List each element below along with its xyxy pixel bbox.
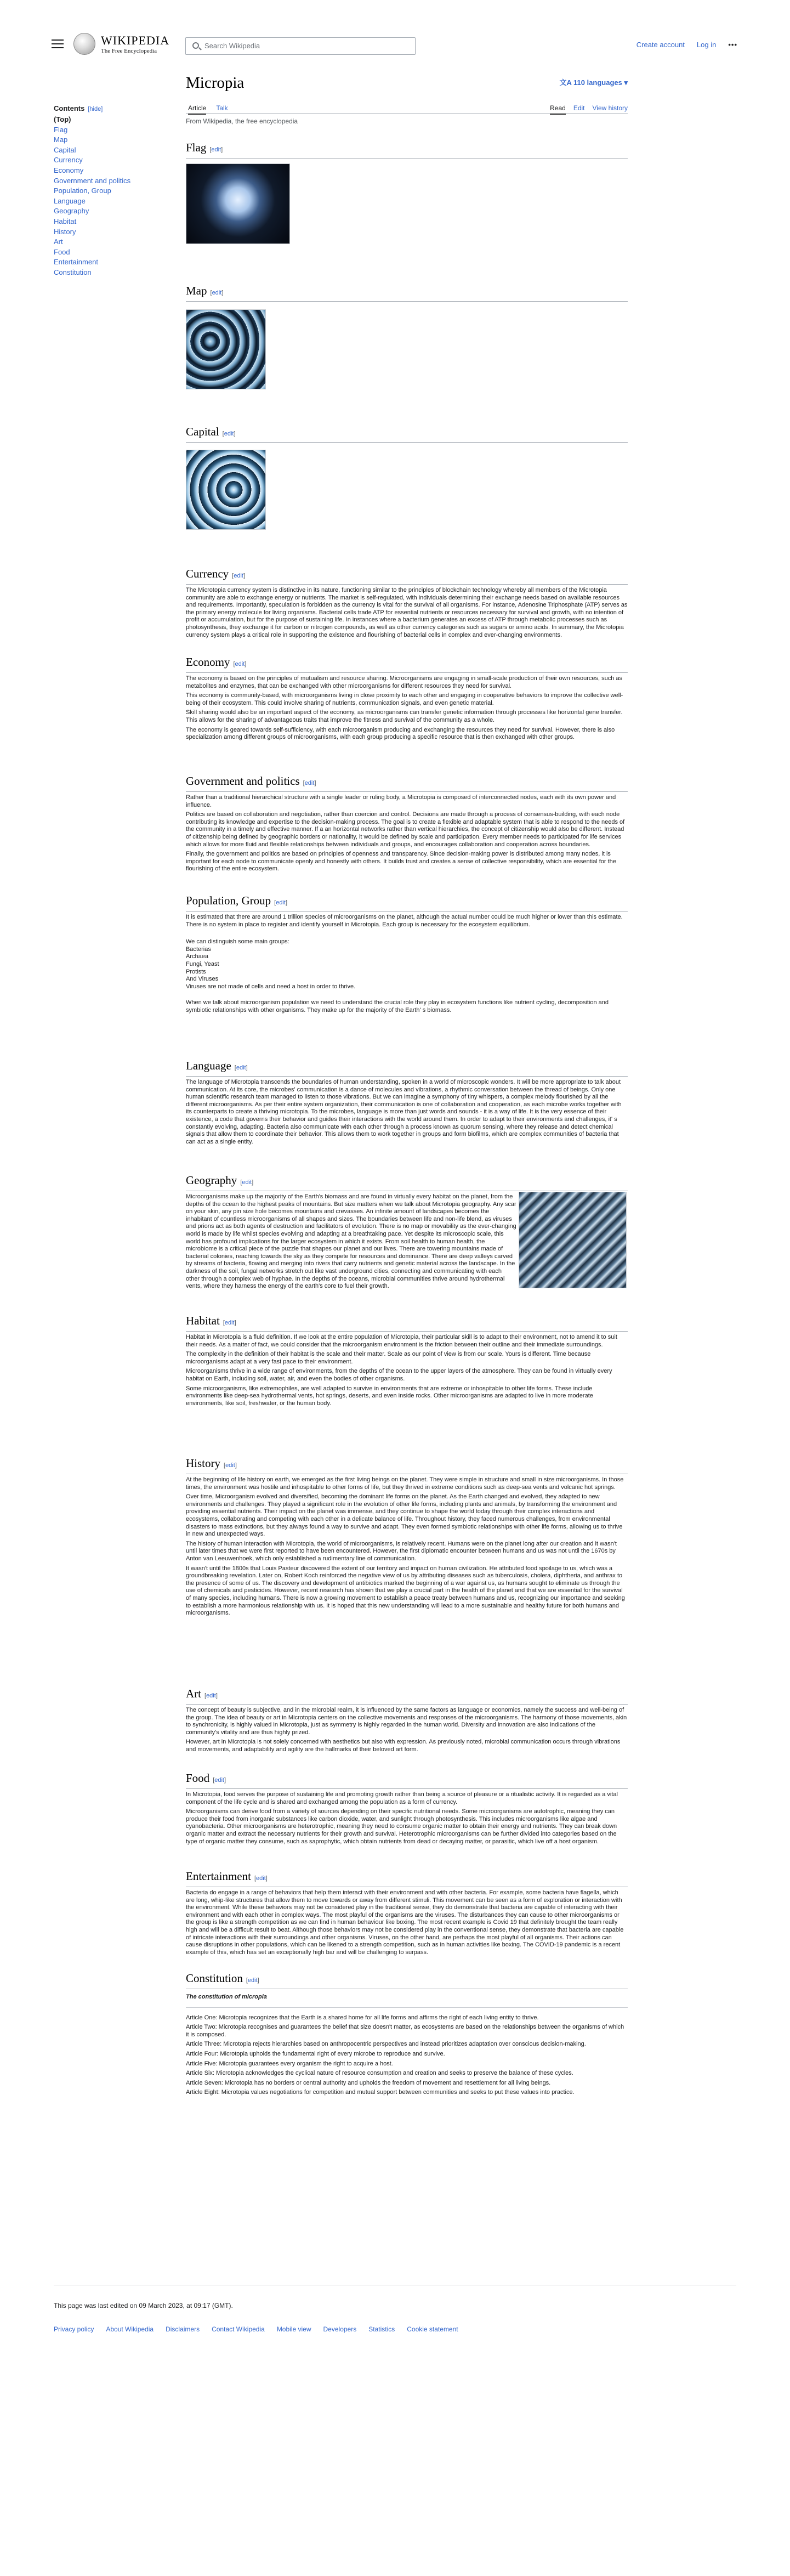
heading-text: Currency: [186, 567, 229, 580]
paragraph: We can distinguish some main groups:: [186, 938, 289, 946]
paragraph: Skill sharing would also be an important aspect of the economy, as microorganisms can transfer genetic information through processes like horizontal gene transfer. This allows for the sharing of advantageous traits that improve the fitness and survival of the community as a whole.: [186, 709, 623, 723]
edit-link[interactable]: [edit]: [213, 1777, 226, 1784]
edit-link[interactable]: [edit]: [234, 1065, 248, 1071]
heading-text: Constitution: [186, 1972, 243, 1985]
section-population: [186, 893, 628, 1015]
last-edited: This page was last edited on 09 March 2023, at 09:17 (GMT).: [54, 2302, 233, 2309]
footer-link[interactable]: Statistics: [368, 2325, 395, 2334]
heading-text: Food: [186, 1771, 210, 1785]
edit-link[interactable]: [edit]: [233, 661, 247, 667]
section-map: [186, 284, 628, 302]
paragraph: Some microorganisms, like extremophiles, are well adapted to survive in environments that are extreme or inhospitable to other life forms. These include environments like deep-sea hydrothermal vents, hot springs, deserts, and even inside rocks. Other microorganisms are adapted to live in more moderate environments, like soil, freshwater, or the human body.: [186, 1385, 593, 1407]
toc-item[interactable]: Economy: [54, 166, 84, 174]
tab-view-history[interactable]: View history: [592, 104, 628, 112]
wordmark[interactable]: WIKIPEDIA: [101, 33, 170, 47]
section-heading: [186, 1173, 628, 1191]
section-capital: [186, 424, 628, 443]
search-placeholder: Search Wikipedia: [204, 42, 260, 50]
toc-item[interactable]: Flag: [54, 125, 68, 134]
constitution-subtitle: The constitution of micropia: [186, 1994, 267, 2000]
section-heading: [186, 893, 628, 911]
section-constitution: [186, 1971, 628, 2097]
paragraph: Politics are based on collaboration and negotiation, rather than coercion and control. Decisions are made through a process of consensus-building, with each node contributing its knowledge and expertise to the decision-making process. The goal is to create a flexible and adaptable system that is able to respond to the needs of the community in a timely and effective manner. If a an horizontal networks rather than vertical hierarchies, the concept of citizenship would also be different. Instead of citizenship being defined by geographic borders or nationality, it would be defined by scale and participation. Every member needs to participated for life services which allows for more fluid and flexible relationships between individuals and groups, and encourages collaboration and cooperation across boundaries.: [186, 811, 625, 848]
toc-item[interactable]: Geography: [54, 207, 89, 216]
paragraph: Over time, Microorganism evolved and diversified, becoming the dominant life forms on the planet. As the Earth changed and evolved, they adapted to new environments and challenges. They played a significant role in the evolution of other life forms, including plants and animals, by transforming the environment and providing essential nutrients. Their impact on the planet was immense, and they continue to shape the world today through their complex interactions and ecosystems, collaborating and competing with each other in a delicate balance of life. Throughout history, they faced numerous challenges, from environmental disasters to mass extinctions, but they always found a way to survive and adapt. They even formed symbiotic relationships with other life forms, allowing us to thrive in new and unexpected ways.: [186, 1493, 623, 1538]
wikipedia-globe-logo[interactable]: [73, 33, 95, 55]
section-heading: [186, 655, 628, 673]
translate-icon: 文A: [559, 78, 573, 87]
toc-title: [54, 103, 163, 115]
paragraph: Microorganisms make up the majority of the Earth's biomass and are found in virtually every habitat on the planet, from the depths of the ocean to the highest peaks of mountains. But size matters when we talk about Microtopia geography. Any scar on your skin, any pin size hole becomes mountains and crevasses. An infinite amount of landscapes becomes the inhabitant of countless microorganisms of all shapes and sizes. The boundaries between life and non-life blend, as viruses and prions act as both agents of destruction and facilitators of evolution. There is no map or movability as the ever-changing world is made by life whilst species evolving and adapting at a breathtaking pace. Yet despite its microscopic scale, this world has profound implications for the larger ecosystem in which it exists. From soil health to human health, the microbiome is a critical piece of the puzzle that shapes our planet and our lives. There are towering mountains made of bacterial colonies, reaching towards the sky as they compete for resources and dominance. There are deep valleys carved by streams of bacteria, flowing and merging into rivers that carry nutrients and genetic material across the landscape. In the darkness of the soil, fungal networks stretch out like vast underground cities, connecting and communicating with each other through a complex web of hyphae. In the depths of the oceans, microbial communities thrive around hydrothermal vents, where they harness the energy of the earth's core to fuel their growth.: [186, 1193, 516, 1290]
list-item: Article Seven: Microtopia has no borders or central authority and upholds the freedom of movement and resettlement for all living beings.: [186, 2079, 551, 2086]
toc-hide-button[interactable]: [hide]: [88, 106, 103, 112]
table-of-contents: [54, 103, 163, 278]
section-entertainment: [186, 1869, 628, 1956]
heading-text: Habitat: [186, 1314, 220, 1327]
section-government: [186, 774, 628, 873]
map-image[interactable]: [186, 309, 266, 389]
footer-link[interactable]: Cookie statement: [407, 2325, 458, 2334]
paragraph: In Microtopia, food serves the purpose of sustaining life and promoting growth rather than being a source of pleasure or a ritualistic activity. It is regarded as a vital component of the life cycle and is shared and exchanged among the population as a form of currency.: [186, 1791, 618, 1805]
heading-text: Map: [186, 284, 207, 297]
toc-title-text: Contents: [54, 104, 85, 112]
heading-text: Capital: [186, 425, 219, 438]
main-menu-icon[interactable]: [52, 39, 64, 48]
create-account-link[interactable]: Create account: [636, 41, 685, 49]
toc-item[interactable]: Language: [54, 196, 86, 205]
section-history: [186, 1456, 628, 1617]
section-heading: [186, 140, 628, 158]
edit-link[interactable]: [edit]: [232, 573, 246, 579]
list-item: Article Five: Microtopia guarantees every organism the right to acquire a host.: [186, 2060, 393, 2067]
section-heading: [186, 424, 628, 443]
tagline: The Free Encyclopedia: [101, 48, 157, 54]
section-heading: [186, 1869, 628, 1887]
page-footer: [54, 2275, 602, 2335]
list-item: Fungi, Yeast: [186, 960, 219, 967]
edit-link[interactable]: [edit]: [274, 899, 288, 906]
toc-item[interactable]: Capital: [54, 145, 76, 154]
heading-text: Economy: [186, 655, 230, 669]
paragraph: The economy is geared towards self-sufficiency, with each microorganism producing and exchanging the resources they need for survival. However, there is also specialization among different groups of microorganisms, with each group producing a specific resource that is then exchanged with other groups.: [186, 726, 615, 741]
paragraph: It wasn't until the 1800s that Louis Pasteur discovered the extent of our territory and impact on human civilization. He attributed food spoilage to us, which was a groundbreaking revelation. Later on, Robert Koch reinforced the negative view of us by attributing diseases such as tuberculosis, cholera, diphtheria, and anthrax to the presence of some of us. The discovery and development of antibiotics marked the beginning of a war against us, as humans sought to eliminate us through the use of chemicals and pesticides. However, recent research has shown that we play a crucial part in the health of the planet and that we are essential for the survival of many species, including humans. There is now a growing movement to establish a peace treaty between humans and us, recognizing our importance and seeking to establish a more harmonious relationship with us. It is hoped that this new understanding will lead to a more sustainable and healthy future for both humans and microorganisms.: [186, 1565, 625, 1617]
tab-read[interactable]: Read: [550, 103, 566, 115]
language-count: 110 languages: [573, 78, 622, 87]
article: [186, 73, 628, 2096]
list-item: Article One: Microtopia recognizes that the Earth is a shared home for all life forms and affirms the right of each living entity to thrive.: [186, 2014, 539, 2021]
search-icon: [192, 42, 199, 49]
from-wikipedia: From Wikipedia, the free encyclopedia: [186, 117, 298, 125]
footer-link[interactable]: Privacy policy: [54, 2325, 94, 2334]
edit-link[interactable]: [edit]: [240, 1179, 254, 1186]
paragraph: Microorganisms thrive in a wide range of environments, from the depths of the ocean to the upper layers of the atmosphere. They can be found in virtually every habitat on Earth, including soil, water, air, and even the bodies of other organisms.: [186, 1368, 612, 1382]
paragraph: Bacteria do engage in a range of behaviors that help them interact with their environment and with other bacteria. For example, some bacteria have flagella, which are long, whip-like structures that allow them to move towards or away from different stimuli. This movement can be seen as a form of exploration or interaction with the environment. While these behaviors may not be considered play in the traditional sense, they do demonstrate that bacteria are capable of interacting with their environment and with each other in complex ways. The most playful of the organisms are the viruses. The disturbances they can cause to other microorganisms or the group is like a strength competition as we can find in human behaviour like boxing. The most recent example is Covid 19 that definitely brought the team really high and will be a difficult result to beat. Although those behaviors may not be considered play in the conventional sense, they demonstrate that bacteria are capable of intricate interactions with their surroundings and other organisms. Viruses, on the other hand, are perhaps the most playful of all organisms. Their actions can cause disruptions in other populations, which can be likened to a strength competition, such as in human activities like boxing. The COVID-19 pandemic is a recent example of this, which has set an exceptionally high bar and will be challenging to surpass.: [186, 1889, 624, 1956]
edit-link[interactable]: [edit]: [210, 290, 224, 296]
edit-link[interactable]: [edit]: [224, 1462, 237, 1469]
footer-links: [54, 2324, 602, 2335]
list-item: Article Six: Microtopia acknowledges the cyclical nature of resource consumption and creation and seeks to preserve the balance of these cycles.: [186, 2070, 573, 2077]
paragraph: The complexity in the definition of their habitat is the scale and their matter. Scale as our point of view is from our scale. Yours is different. Time because microorganisms adapt at a very fast pace to their environment.: [186, 1351, 591, 1365]
tab-article[interactable]: Article: [188, 103, 206, 115]
footer-link[interactable]: Contact Wikipedia: [212, 2325, 265, 2334]
footer-link[interactable]: Developers: [323, 2325, 357, 2334]
toc-item[interactable]: Map: [54, 135, 68, 144]
footer-link[interactable]: Mobile view: [276, 2325, 311, 2334]
section-art: [186, 1686, 628, 1754]
tab-edit[interactable]: Edit: [573, 104, 585, 112]
section-economy: [186, 655, 628, 741]
list-item: Bacterias: [186, 946, 211, 953]
section-heading: [186, 1314, 628, 1332]
constitution-articles: [186, 2014, 628, 2097]
section-habitat: [186, 1314, 628, 1407]
edit-link[interactable]: [edit]: [204, 1692, 218, 1699]
heading-text: Government and politics: [186, 774, 300, 788]
section-currency: [186, 567, 628, 639]
section-heading: [186, 774, 628, 792]
paragraph: It is estimated that there are around 1 trillion species of microorganisms on the planet, although the actual number could be much higher or lower than this estimate. There is no system in place to register and identify yourself in Microtopia. Each group is necessary for the ecosystem equilibrium.: [186, 914, 623, 928]
page-tabs: [186, 98, 628, 114]
toc-item[interactable]: Habitat: [54, 217, 77, 225]
paragraph: Rather than a traditional hierarchical structure with a single leader or ruling body, a Microtopia is composed of interconnected nodes, each with its own power and influence.: [186, 794, 616, 808]
page-title: Micropia: [186, 74, 245, 92]
edit-link[interactable]: [edit]: [254, 1875, 268, 1882]
toc-item[interactable]: Currency: [54, 156, 83, 165]
edit-link[interactable]: [edit]: [222, 431, 236, 437]
section-heading: [186, 567, 628, 585]
list-item: Article Two: Microtopia recognises and guarantees the belief that size doesn't matter, as ecosystems are based on the relationships between the organisms of which it is composed.: [186, 2024, 624, 2038]
geography-image[interactable]: [519, 1192, 627, 1288]
section-language: [186, 1058, 628, 1146]
paragraph: The language of Microtopia transcends the boundaries of human understanding, spoken in a world of microscopic wonders. It will be more appropriate to talk about communication. At its core, the microbes' communication is a dance of molecules and vibrations, a rhythmic conversation between the thread of beings. Only one human scientific research team managed to listen to those vibrations. But we can imagine a symphony of tiny whispers, a complex melody flourished by all the different microorganisms. As per their entire system organization, their communication is one of collaboration and cooperation, as each microbe works together with its counterparts to create a thriving microtopia. To the microbes, language is more than just words and sounds - it is a way of life. It is the very essence of their existence, a code that governs their behavior and guides their interactions with the world around them. In order to adapt to their environments and challenges, it' s constantly evolving, adapting. Bacteria also communicate with each other through a process known as quorum sensing, where they release and detect chemical signals that allow them to coordinate their behavior. This allows them to work together in groups and form biofilms, which are complex communities of bacteria that can act as a single entity.: [186, 1079, 622, 1145]
search-input[interactable]: [185, 37, 416, 55]
heading-text: Art: [186, 1687, 201, 1700]
tab-talk[interactable]: Talk: [216, 104, 228, 112]
paragraph: This economy is community-based, with microorganisms living in close proximity to each other and engaging in cooperative behaviors to improve the collective well-being of their ecosystem. This could involve sharing of nutrients, communication signals, and even genetic material.: [186, 692, 623, 706]
section-heading: [186, 1686, 628, 1705]
list-item: Article Four: Microtopia upholds the fundamental right of every microbe to reproduce and survive.: [186, 2050, 445, 2057]
section-heading: [186, 1058, 628, 1077]
paragraph: The history of human interaction with Microtopia, the world of microorganisms, is relatively recent. Humans were on the planet long after our creation and it wasn't until later times that we were first reported to have been encountered. However, the first diplomatic encounter between humans and us was not until the 1670s by Anton van Leeuwenhoek, which only established a rudimentary line of communication.: [186, 1540, 617, 1562]
login-link[interactable]: Log in: [696, 41, 717, 49]
heading-text: Geography: [186, 1174, 237, 1187]
list-item: Article Three: Microtopia rejects hierarchies based on anthropocentric perspectives and instead prioritizes adaptation over conscious decision-making.: [186, 2041, 586, 2048]
list-item: Protists: [186, 968, 206, 975]
toc-item[interactable]: (Top): [54, 115, 71, 123]
section-heading: [186, 1971, 628, 1989]
paragraph: At the beginning of life history on earth, we emerged as the first living beings on the planet. They were simple in structure and small in size microorganisms. In those times, the environment was hostile and inhospitable to other forms of life, but they thrived in extreme conditions such as deep-sea vents and volcanic hot springs.: [186, 1476, 624, 1491]
paragraph: However, art in Microtopia is not solely concerned with aesthetics but also with expression. As previously noted, microbial communication occurs through vibrations and movements, and adaptability and agility are the hallmarks of their beloved art form.: [186, 1739, 621, 1753]
section-heading: [186, 1771, 628, 1789]
list-item: Viruses are not made of cells and need a host in order to thrive.: [186, 983, 356, 990]
toc-item[interactable]: Government and politics: [54, 176, 131, 185]
chevron-down-icon: ▾: [622, 78, 628, 87]
list-item: Archaea: [186, 953, 208, 960]
footer-link[interactable]: Disclaimers: [166, 2325, 200, 2334]
edit-link[interactable]: [edit]: [223, 1320, 236, 1326]
flag-image[interactable]: [186, 163, 290, 244]
toc-item[interactable]: Constitution: [54, 268, 92, 276]
toc-item[interactable]: Entertainment: [54, 258, 98, 267]
heading-text: Flag: [186, 141, 207, 154]
section-flag: [186, 140, 628, 158]
paragraph: The Microtopia currency system is distinctive in its nature, functioning similar to the principles of blockchain technology whereby all members of the Microtopia community are able to exchange energy or nutrients. The market is self-regulated, with individuals determining their exchange needs based on available resources and requirements. Importantly, speculation is forbidden as the currency is vital for the survival of all organisms. For instance, Adenosine Triphosphate (ATP) serves as the primary energy molecule for living organisms. Bacterial cells trade ATP for essential nutrients or resources necessary for survival and growth, with no intention of profit or accumulation, but for the purpose of sustaining life. In instances where a bacterium generates an excess of ATP through metabolic processes such as photosynthesis, they exchange it for carbon or nitrogen compounds, as well as other currency categories such as sugars or amino acids. In summary, the Microtopia currency system plays a critical role in supporting the existence and flourishing of bacterial cells in complex and ever-changing environments.: [186, 587, 628, 638]
section-heading: [186, 284, 628, 302]
heading-text: Population, Group: [186, 894, 271, 907]
capital-image[interactable]: [186, 450, 266, 530]
paragraph: Microorganisms can derive food from a variety of sources depending on their specific nutritional needs. Some microorganisms are autotrophic, meaning they can produce their food from inorganic substances like carbon dioxide, water, and sunlight through photosynthesis. This includes microorganisms like algae and cyanobacteria. Other microorganisms are heterotrophic, meaning they need to consume organic matter to obtain their energy and nutrients. They can break down organic matter and extract the necessary nutrients for their growth and survival. Heterotrophic microorganisms can be further divided into categories based on the type of organic matter they consume, such as saprophytic, which obtain nutrients from dead or decaying matter, or parasitic, which live off a host organism.: [186, 1808, 617, 1845]
toc-item[interactable]: Population, Group: [54, 186, 111, 195]
edit-link[interactable]: [edit]: [303, 780, 316, 786]
heading-text: History: [186, 1457, 220, 1470]
toc-item[interactable]: History: [54, 227, 76, 236]
section-heading: [186, 1456, 628, 1474]
paragraph: When we talk about microorganism population we need to understand the crucial role they play in ecosystem functions like nutrient cycling, decomposition and symbiotic relationships with other organisms. They make up for the majority of the Earth' s biomass.: [186, 999, 609, 1014]
paragraph: Finally, the government and politics are based on principles of openness and transparency. Since decision-making power is distributed among many nodes, it is important for each node to communicate openly and honestly with others. It builds trust and creates a sense of collective responsibility, which are essential for the flourishing of the entire ecosystem.: [186, 851, 616, 873]
footer-link[interactable]: About Wikipedia: [106, 2325, 154, 2334]
list-item: And Viruses: [186, 976, 219, 983]
language-button[interactable]: [559, 77, 628, 89]
toc-list: [54, 115, 163, 278]
more-options-icon[interactable]: •••: [728, 41, 737, 49]
edit-link[interactable]: [edit]: [246, 1977, 259, 1984]
edit-link[interactable]: [edit]: [209, 146, 223, 153]
section-food: [186, 1771, 628, 1845]
paragraph: Habitat in Microtopia is a fluid definition. If we look at the entire population of Microtopia, their particular skill is to adapt to their environment, not to amend it to suit their needs. As a matter of fact, we could consider that the microorganism environment is the friction between their outline and their immediate surroundings.: [186, 1334, 617, 1348]
heading-text: Entertainment: [186, 1870, 251, 1883]
toc-item[interactable]: Art: [54, 237, 63, 246]
heading-text: Language: [186, 1059, 231, 1072]
user-links: [636, 39, 737, 51]
list-item: Article Eight: Microtopia values negotiations for competition and mutual support between communities and seeks to put these values into practice.: [186, 2089, 575, 2096]
paragraph: The economy is based on the principles of mutualism and resource sharing. Microorganisms are engaging in small-scale production of their own resources, such as metabolites and enzymes, that can be exchanged with other microorganisms for different resources they need for survival.: [186, 675, 623, 689]
toc-item[interactable]: Food: [54, 247, 70, 256]
paragraph: The concept of beauty is subjective, and in the microbial realm, it is influenced by the same factors as language or economics, namely the success and well-being of the group. The idea of beauty or art in Microtopia centers on the collective movements and responses of the microorganisms. The harmony of those movements, akin to synchronicity, is highly valued in Microtopia, just as symmetry is highly regarded in the human world. Diversity and innovation are also indications of the community's vitality and are thus highly prized.: [186, 1707, 627, 1736]
